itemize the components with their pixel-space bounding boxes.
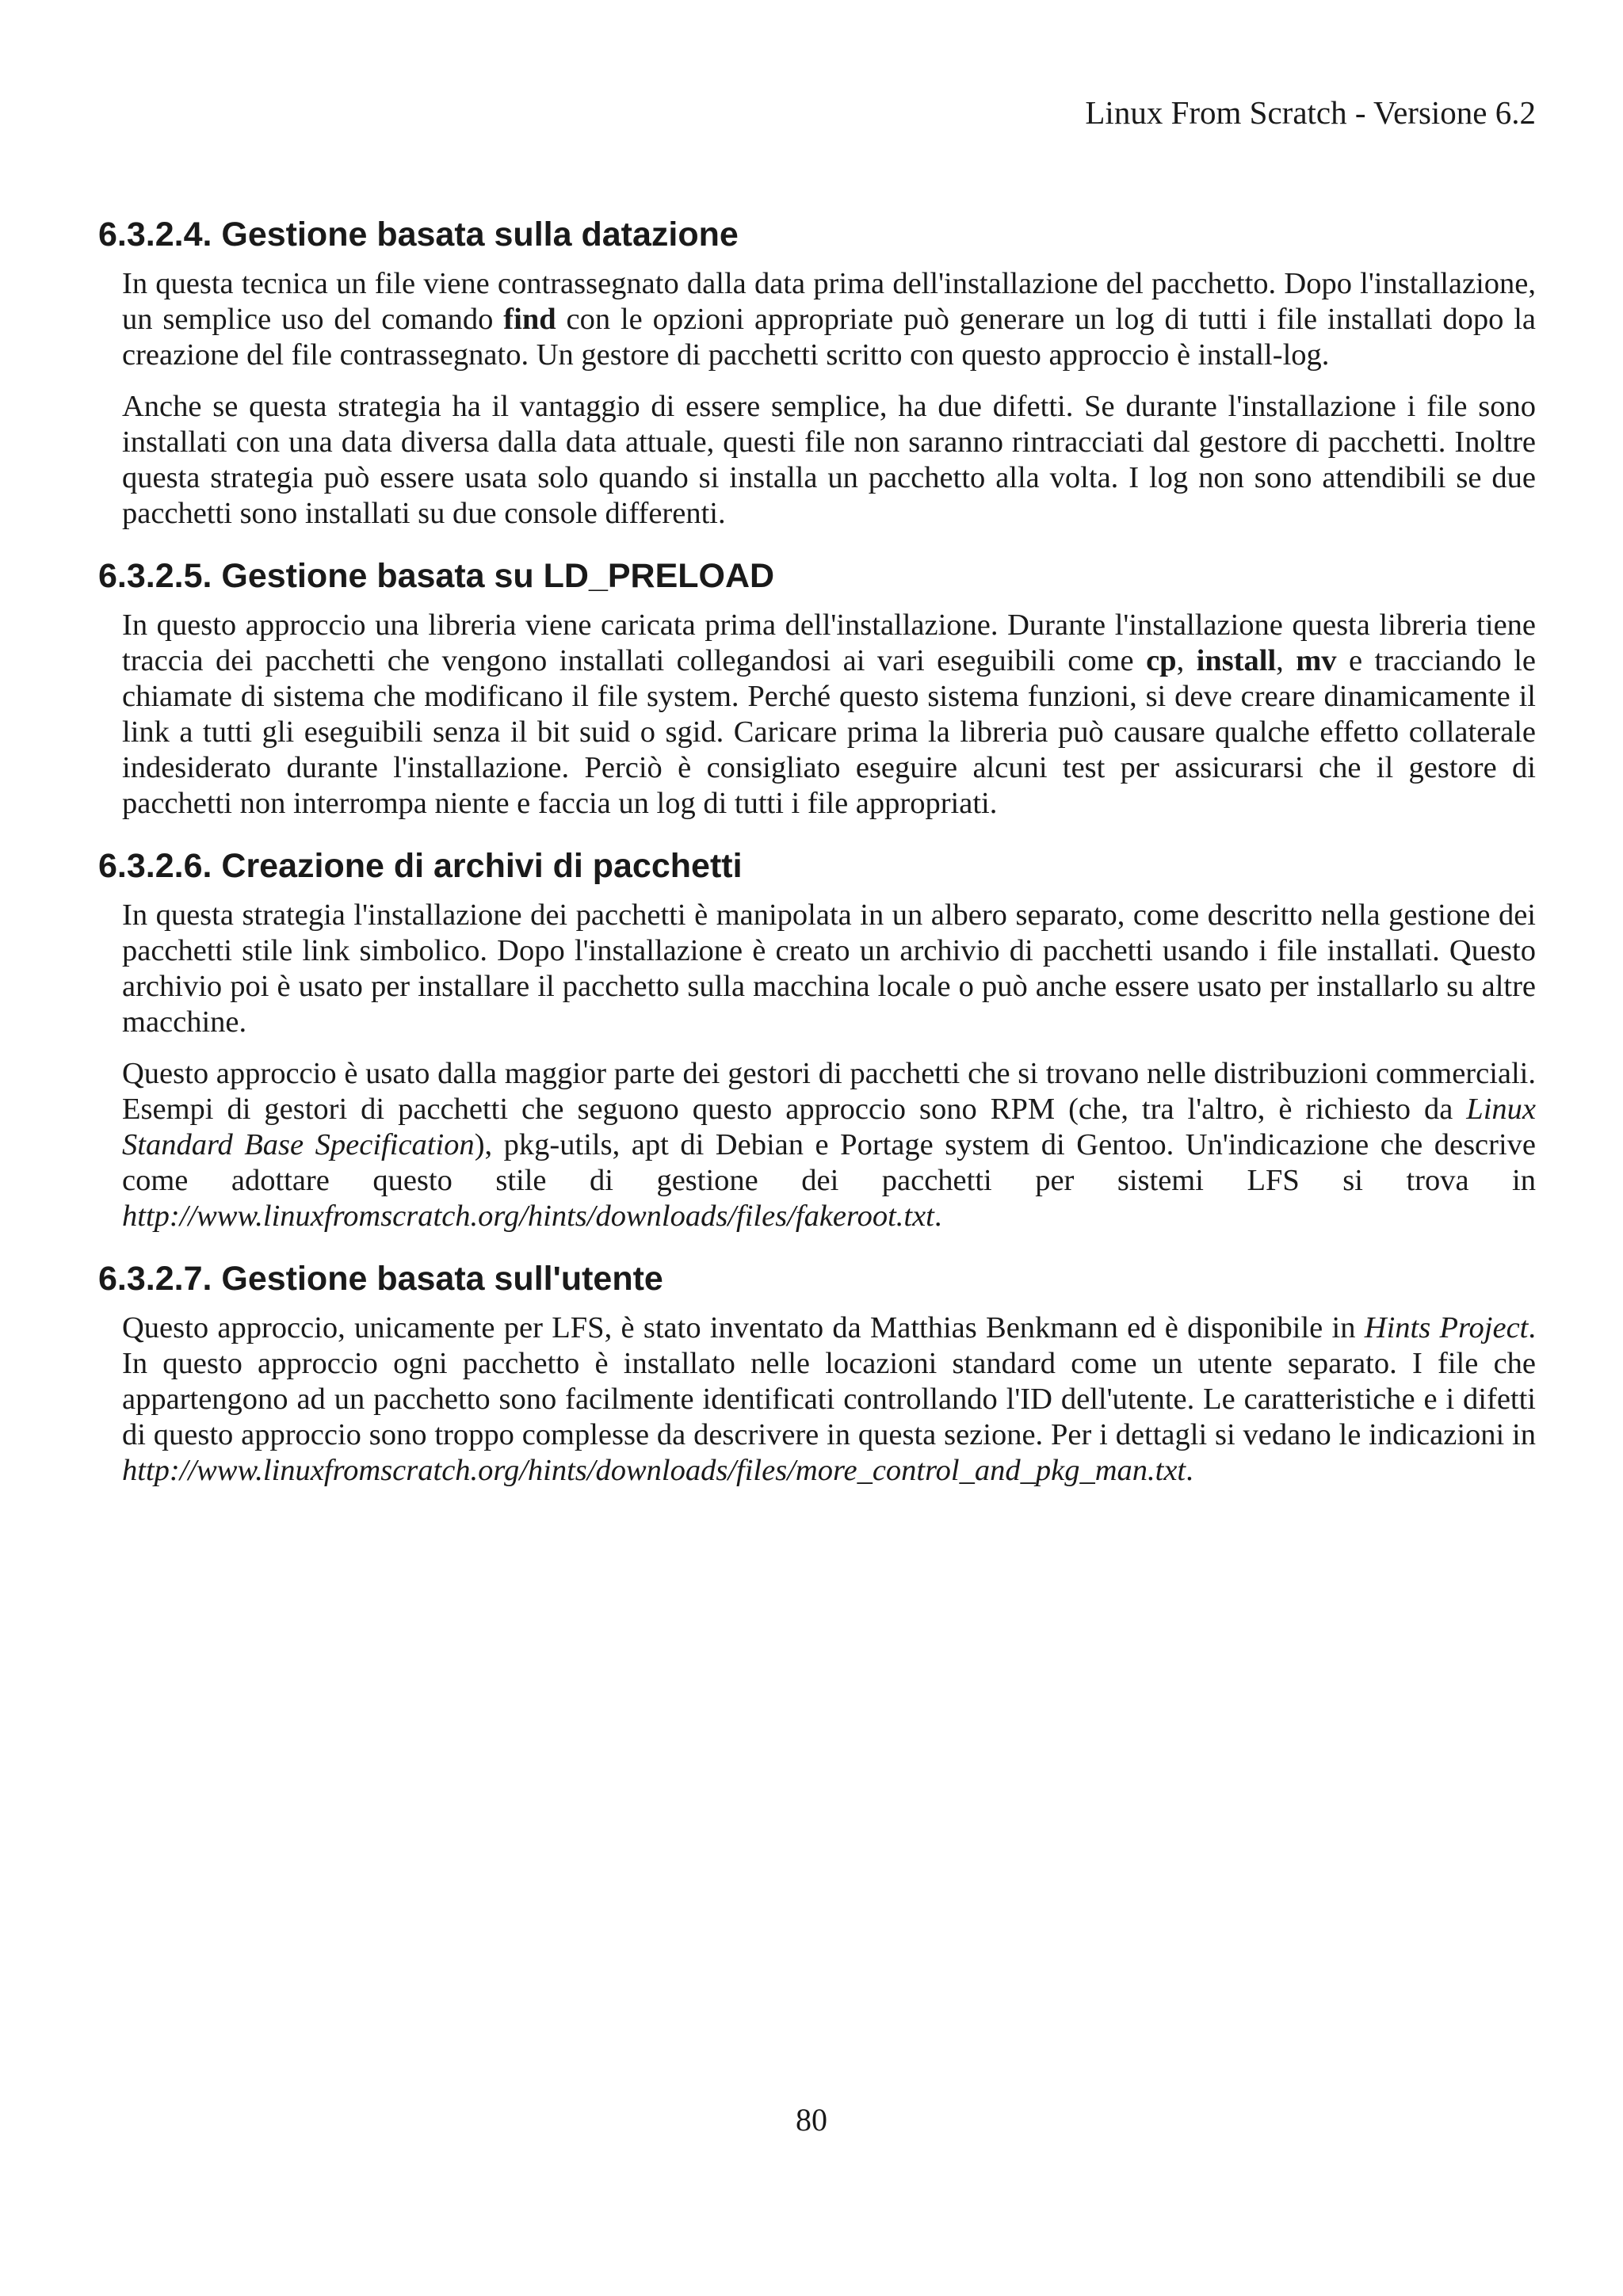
- text-run: ,: [1276, 644, 1296, 677]
- section-6-3-2-6: [98, 845, 1536, 1234]
- text-run: .: [1186, 1454, 1193, 1487]
- text-run: .: [934, 1199, 942, 1233]
- paragraph: [122, 1056, 1536, 1234]
- section-6-3-2-7: [98, 1258, 1536, 1489]
- text-run: ,: [1176, 644, 1197, 677]
- text-run: con le opzioni appropriate può generare un log di tutti i file installati dopo la creazione del file contrassegnato. Un gestore di pacchetti scritto con questo approccio è install-log.: [122, 303, 1537, 372]
- section-heading: 6.3.2.6. Creazione di archivi di pacchetti: [98, 847, 743, 885]
- section-heading: 6.3.2.5. Gestione basata su LD_PRELOAD: [98, 557, 775, 595]
- command-find: find: [503, 303, 556, 336]
- section-6-3-2-4: [98, 214, 1536, 532]
- text-run: e tracciando le chiamate di sistema che modificano il file system. Perché questo sistema funzioni, si deve creare dinamicamente il link a tutti gli eseguibili senza il bit suid o sgid. Caricare prima la libreria può causare qualche effetto collaterale indesiderato durante l'installazione. Perciò è consigliato eseguire alcuni test per assicurarsi che il gestore di pacchetti non interrompa niente e faccia un log di tutti i file appropriati.: [122, 644, 1536, 820]
- paragraph: [122, 266, 1536, 373]
- paragraph: [122, 1310, 1536, 1489]
- text-run: In questa tecnica un file viene contrassegnato dalla data prima dell'installazione del pacchetto. Dopo l'installazione, un semplice uso del comando: [122, 267, 1536, 336]
- page-number: 80: [796, 2102, 827, 2138]
- text-run: . In questo approccio ogni pacchetto è installato nelle locazioni standard come un utente separato. I file che appartengono ad un pacchetto sono facilmente identificati controllando l'ID dell'utente. Le caratteristiche e i difetti di questo approccio sono troppo complesse da descrivere in questa sezione. Per i dettagli si vedano le indicazioni in: [122, 1311, 1536, 1451]
- citation-lsb-spec: Linux Standard Base Specification: [122, 1093, 1536, 1161]
- paragraph: In questa strategia l'installazione dei pacchetti è manipolata in un albero separato, come descritto nella gestione dei pacchetti stile link simbolico. Dopo l'installazione è creato un archivio di pacchetti usando i file installati. Questo archivio poi è usato per installare il pacchetto sulla macchina locale o può anche essere usato per installarlo su altre macchine.: [122, 898, 1536, 1039]
- section-heading: 6.3.2.4. Gestione basata sulla datazione: [98, 215, 739, 254]
- command-mv: mv: [1296, 644, 1337, 677]
- command-install: install: [1196, 644, 1277, 677]
- command-cp: cp: [1146, 644, 1177, 677]
- text-run: Questo approccio, unicamente per LFS, è stato inventato da Matthias Benkmann ed è disponibile in: [122, 1311, 1365, 1344]
- citation-hints-project: Hints Project: [1364, 1311, 1529, 1344]
- text-run: Questo approccio è usato dalla maggior parte dei gestori di pacchetti che si trovano nelle distribuzioni commerciali. Esempi di gestori di pacchetti che seguono questo approccio sono RPM (che, tra l'altro, è richiesto da: [122, 1057, 1536, 1126]
- hint-url-more-control: http://www.linuxfromscratch.org/hints/downloads/files/more_control_and_pkg_man.txt: [122, 1454, 1186, 1487]
- page-content: [98, 214, 1536, 1512]
- section-6-3-2-5: [98, 555, 1536, 822]
- running-header: Linux From Scratch - Versione 6.2: [1085, 94, 1536, 131]
- text-run: ), pkg-utils, apt di Debian e Portage system di Gentoo. Un'indicazione che descrive come adottare questo stile di gestione dei pacchetti per sistemi LFS si trova in: [122, 1128, 1537, 1197]
- paragraph: Anche se questa strategia ha il vantaggio di essere semplice, ha due difetti. Se durante l'installazione i file sono installati con una data diversa dalla data attuale, questi file non saranno rintracciati dal gestore di pacchetti. Inoltre questa strategia può essere usata solo quando si installa un pacchetto alla volta. I log non sono attendibili se due pacchetti sono installati su due console differenti.: [122, 390, 1536, 530]
- section-heading: 6.3.2.7. Gestione basata sull'utente: [98, 1260, 663, 1298]
- hint-url-fakeroot: http://www.linuxfromscratch.org/hints/downloads/files/fakeroot.txt: [122, 1199, 934, 1233]
- text-run: In questo approccio una libreria viene caricata prima dell'installazione. Durante l'installazione questa libreria tiene traccia dei pacchetti che vengono installati collegandosi ai vari eseguibili come: [122, 608, 1536, 677]
- paragraph: [122, 608, 1536, 822]
